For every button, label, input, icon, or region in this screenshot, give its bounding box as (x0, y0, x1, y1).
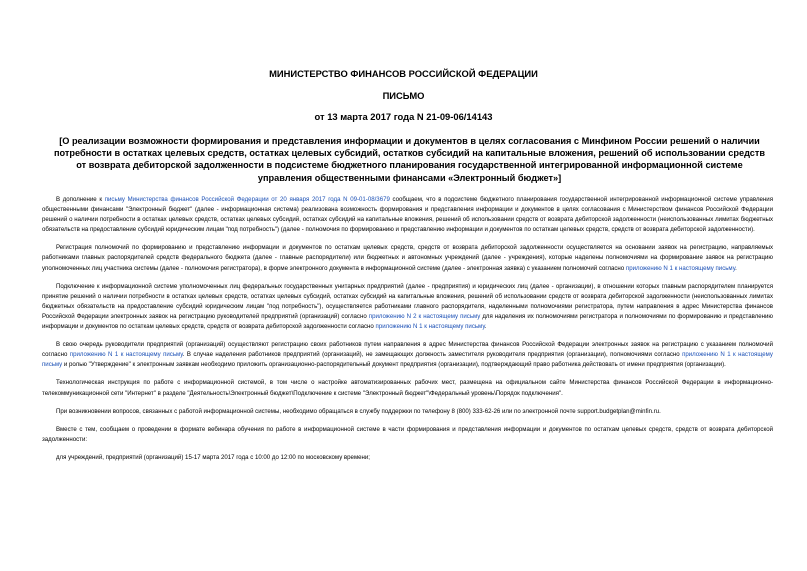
paragraph-4 (42, 340, 773, 370)
date-number-heading: от 13 марта 2017 года N 21-09-06/14143 (314, 111, 493, 122)
paragraph-5: Технологическая инструкция по работе с информационной системой, в том числе о настройке автоматизированных рабочих мест, размещена на официальном сайте Министерства финансов Российской Федерации в информационно-телекоммуникационной сети "Интернет" в разделе "Деятельность\Электронный бюджет\Подключение к системе "Электронный бюджет"\Федеральный уровень\Порядок подключения". (42, 379, 773, 397)
p1-text-b: сообщаем, что в подсистеме бюджетного планирования государственной интегрированной информационной системе управления общественными финансами "Электронный бюджет" (далее - информационная система) реализована возможность формирования и представления информации и документов в целях согласования с Министерством финансов Российской Федерации решений о наличии потребности в остатках целевых средств, остатках целевых субсидий, остатках субсидий на капитальные вложения, решений об использовании средств от возврата дебиторской задолженности (неиспользованных лимитах бюджетных обязательств на предоставление субсидий юридическим лицам "под потребность") (далее - полномочия по формированию и представлению информации и документов по остаткам целевых средств, средств от возврата дебиторской задолженности). (42, 196, 774, 234)
p3-text-b: для наделения их полномочиями регистратора и полномочиями по формированию и представлению информации и документов по остаткам целевых средств, средств от возврата дебиторской задолженности согласно (42, 312, 773, 331)
p4-text-a: В свою очередь руководители предприятий (организаций) осуществляют регистрацию своих работников путем направления в адрес Министерства финансов Российской Федерации электронных заявок на регистрацию с указанием полномочий согласно (42, 341, 773, 359)
paragraph-7: Вместе с тем, сообщаем о проведении в формате вебинара обучения по работе в информационной системе в части формирования и представления информации и документов по остаткам целевых средств, средств от возврата дебиторской задолженности: (42, 425, 773, 443)
p3-text-c: . (484, 323, 487, 331)
p2-text-a: Регистрация полномочий по формированию и представлению информации и документов по остаткам целевых средств, средств от возврата дебиторской задолженности осуществляется на основании заявок на регистрацию, направляемых работниками главных распорядителей средств федерального бюджета (далее - главные распорядители) или бюджетных и автономных учреждений (далее - учреждения), которые наделены полномочиями на формирование заявок на регистрацию уполномоченных лиц участника системы (далее - полномочия регистратора), в форме электронного документа в информационной системе (далее - электронная заявка) с указанием полномочий согласно (42, 244, 773, 272)
ministry-heading: МИНИСТЕРСТВО ФИНАНСОВ РОССИЙСКОЙ ФЕДЕРАЦИИ (269, 68, 538, 79)
paragraph-8: для учреждений, предприятий (организаций) 15-17 марта 2017 года с 10:00 до 12:00 по московскому времени; (56, 453, 370, 461)
appendix-1-link[interactable]: приложению N 1 к настоящему письму (375, 323, 485, 331)
reference-link-letter[interactable]: письму Министерства финансов Российской Федерации от 20 января 2017 года N 09-01-08/3679 (104, 196, 390, 203)
p1-text-a: В дополнение к (56, 196, 105, 203)
appendix-1-link[interactable]: приложению N 1 к настоящему письму (69, 351, 183, 359)
p4-text-b: и ролью "Утверждение" к электронным заявкам необходимо приложить организационно-распорядительный документ предприятия (организации), подтверждающий право работника действовать от имени предприятия (организации). (62, 361, 726, 369)
appendix-1-link[interactable]: приложению N 1 к настоящему письму (42, 351, 773, 369)
paragraph-2 (42, 243, 773, 273)
p4-text-mid: . В случае наделения работников предприятий (организаций), не замещающих должность заместителя руководителя предприятия (организации), полномочиями согласно (182, 351, 683, 359)
appendix-1-link[interactable]: приложению N 1 к настоящему письму (625, 264, 736, 272)
paragraph-1 (42, 195, 773, 235)
p2-text-b: . (735, 264, 737, 272)
doc-type-heading: ПИСЬМО (382, 90, 425, 101)
subject-heading: [О реализации возможности формирования и представления информации и документов в целях согласования с Минфином России решений о наличии потребности в остатках целевых средств, остатках целевых субсидий, остатков субсидий на капитальные вложения, решений об использовании средств от возврата дебиторской задолженности в подсистеме бюджетного планирования государственной интегрированной информационной системе управления общественными финансами «Электронный бюджет»] (53, 136, 766, 183)
paragraph-6: При возникновении вопросов, связанных с работой информационной системы, необходимо обращаться в службу поддержки по телефону 8 (800) 333-62-26 или по электронной почте support.budgetplan@minfin.ru. (56, 407, 661, 415)
p3-text-a: Подключение к информационной системе уполномоченных лиц федеральных государственных унитарных предприятий (далее - предприятия) и юридических лиц (далее - организации), в отношении которых главным распорядителем планируется принятие решений о наличии потребности в остатках целевых средств, остатках целевых субсидий, остатках субсидий на капитальные вложения, решений об использовании средств от возврата дебиторской задолженности (неиспользованных лимитах бюджетных обязательств на предоставление субсидий юридическим лицам "под потребность"), осуществляется работниками главного распорядителя, наделенными полномочиями регистратора, путем направления в адрес Министерства финансов Российской Федерации электронных заявок на регистрацию руководителей предприятий (организаций) согласно (42, 282, 773, 320)
appendix-2-link[interactable]: приложению N 2 к настоящему письму (368, 312, 481, 320)
document-body (42, 195, 773, 471)
paragraph-3 (42, 282, 773, 332)
